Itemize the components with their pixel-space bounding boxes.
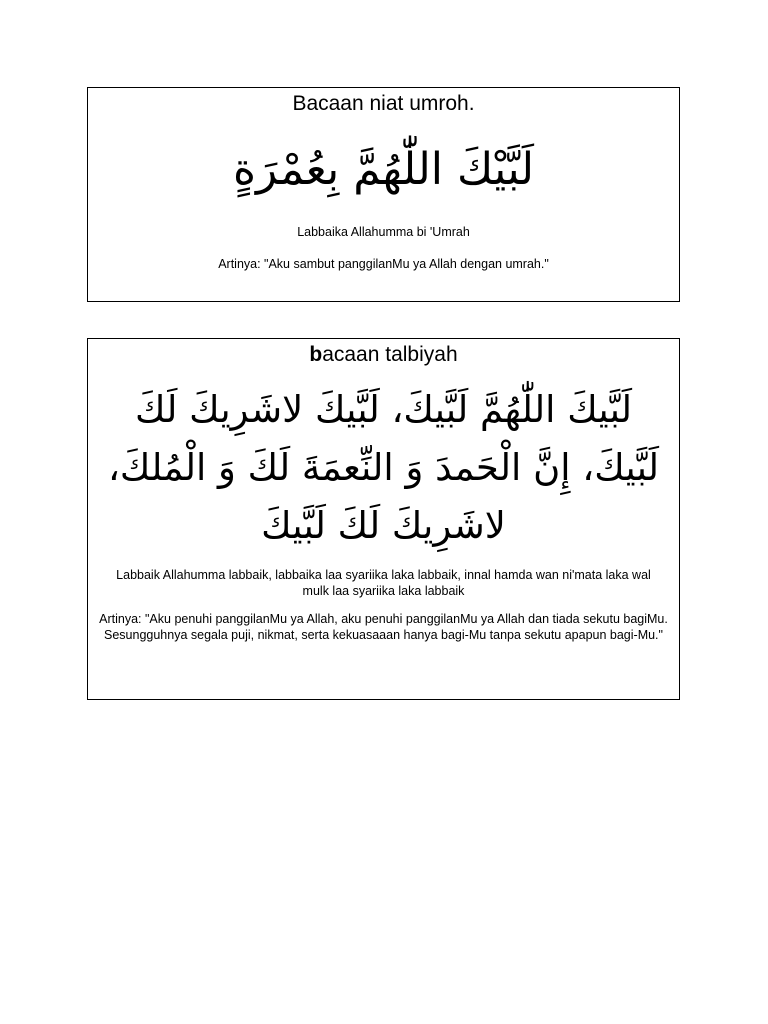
talbiyah-arabic-text: لَبَّيكَ اللّٰهُمَّ لَبَّيكَ، لَبَّيكَ لاشَرِيكَ لَكَ لَبَّيكَ، إِنَّ الْحَمدَ وَ النِّعمَةَ لَكَ وَ الْمُلكَ، لاشَرِيكَ لَكَ لَبَّيكَ bbox=[107, 388, 660, 547]
talbiyah-title-rest: acaan talbiyah bbox=[322, 343, 458, 366]
niat-transliteration: Labbaika Allahumma bi 'Umrah bbox=[297, 225, 470, 239]
niat-umroh-card bbox=[87, 87, 680, 302]
niat-arabic-text: لَبَّيْكَ اللّٰهُمَّ بِعُمْرَةٍ bbox=[232, 144, 535, 195]
talbiyah-transliteration: Labbaik Allahumma labbaik, labbaika laa syariika laka labbaik, innal hamda wan ni'mata laka wal mulk laa syariika laka labbaik bbox=[116, 568, 651, 598]
talbiyah-title-initial: b bbox=[309, 343, 323, 366]
talbiyah-card bbox=[87, 338, 680, 700]
talbiyah-meaning: Artinya: "Aku penuhi panggilanMu ya Allah, aku penuhi panggilanMu ya Allah dan tiada sekutu bagiMu. Sesungguhnya segala puji, nikmat, serta kekuasaaan hanya bagi-Mu tanpa sekutu apapun bagi-Mu." bbox=[99, 612, 668, 642]
niat-title: Bacaan niat umroh. bbox=[292, 92, 475, 115]
talbiyah-title bbox=[88, 343, 679, 367]
niat-meaning: Artinya: "Aku sambut panggilanMu ya Allah dengan umrah." bbox=[218, 257, 549, 271]
